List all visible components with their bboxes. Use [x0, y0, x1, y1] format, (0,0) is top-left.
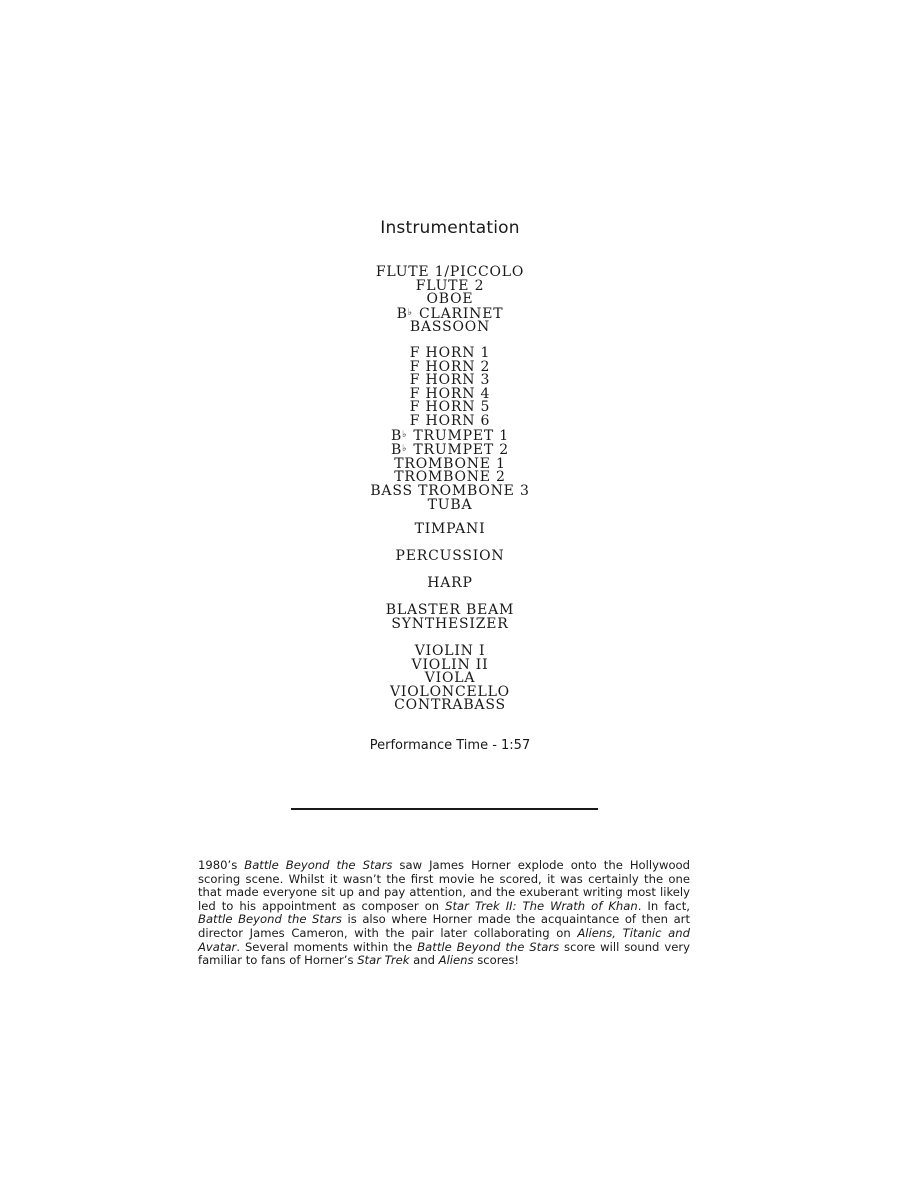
- instrument-line: F HORN 1: [409, 345, 491, 361]
- brass-list: [0, 347, 900, 512]
- instrument-line: B♭ CLARINET: [396, 305, 504, 322]
- film-title: Aliens, Titanic and Avatar: [198, 925, 690, 954]
- instrument-line: VIOLA: [424, 670, 476, 687]
- instrument-line: TIMPANI: [414, 521, 486, 537]
- notes-text: 1980’s: [198, 858, 245, 872]
- instrument-line: TROMBONE 1: [394, 455, 506, 472]
- instrument-line: F HORN 6: [409, 412, 491, 429]
- instrument-line: F HORN 4: [409, 385, 491, 402]
- instrument-line: F HORN 5: [409, 399, 491, 416]
- percussion-list: [0, 550, 900, 564]
- divider-rule: [291, 808, 598, 810]
- instrument-line: TROMBONE 2: [394, 469, 506, 486]
- program-notes: [198, 859, 690, 968]
- instrument-line: PERCUSSION: [395, 548, 505, 564]
- film-title: Battle Beyond the Stars: [417, 939, 560, 954]
- film-title: Star Trek: [357, 953, 410, 968]
- film-title: Star Trek II: The Wrath of Khan: [445, 898, 638, 913]
- timpani-list: [0, 523, 900, 537]
- instrument-line: F HORN 2: [409, 358, 491, 375]
- instrument-line: SYNTHESIZER: [391, 615, 509, 632]
- instrument-line: CONTRABASS: [394, 697, 506, 714]
- instrument-line: BASS TROMBONE 3: [370, 482, 530, 499]
- instrument-line: BASSOON: [409, 319, 491, 336]
- instrument-line: BLASTER BEAM: [385, 602, 515, 618]
- instrument-line: HARP: [427, 575, 473, 591]
- instrument-line: TUBA: [427, 496, 473, 513]
- instrument-line: OBOE: [426, 291, 474, 308]
- strings-list: [0, 645, 900, 713]
- woodwinds-list: [0, 266, 900, 335]
- notes-text: scores!: [473, 953, 520, 968]
- notes-text: score will sound very familiar to fans of Horner’s: [198, 939, 690, 968]
- instrument-line: VIOLIN II: [411, 656, 489, 673]
- harp-list: [0, 577, 900, 591]
- instrument-line: B♭ TRUMPET 2: [391, 442, 509, 459]
- notes-text: is also where Horner made the acquaintance of then art director James Cameron, with the pair later collaborating on: [198, 912, 690, 940]
- page-title: Instrumentation: [380, 218, 520, 238]
- notes-text: . In fact,: [637, 898, 690, 913]
- film-title: Battle Beyond the Stars: [198, 912, 342, 927]
- instrument-line: VIOLIN I: [414, 643, 486, 659]
- keys-list: [0, 604, 900, 631]
- instrument-line: B♭ TRUMPET 1: [391, 427, 509, 444]
- performance-time: Performance Time - 1:57: [369, 738, 531, 753]
- instrument-line: F HORN 3: [409, 372, 491, 389]
- instrument-line: FLUTE 1/PICCOLO: [375, 264, 525, 280]
- film-title: Aliens: [438, 953, 474, 968]
- notes-text: saw James Horner explode onto the Hollywood scoring scene. Whilst it wasn’t the first movie he scored, it was certainly the one that made everyone sit up and pay attention, and the exuberant writing most likely led to his appointment as composer on: [198, 858, 690, 913]
- film-title: Battle Beyond the Stars: [244, 858, 393, 872]
- instrument-line: FLUTE 2: [415, 277, 485, 294]
- instrument-line: VIOLONCELLO: [390, 683, 510, 700]
- notes-text: and: [409, 953, 439, 968]
- notes-text: . Several moments within the: [236, 939, 418, 954]
